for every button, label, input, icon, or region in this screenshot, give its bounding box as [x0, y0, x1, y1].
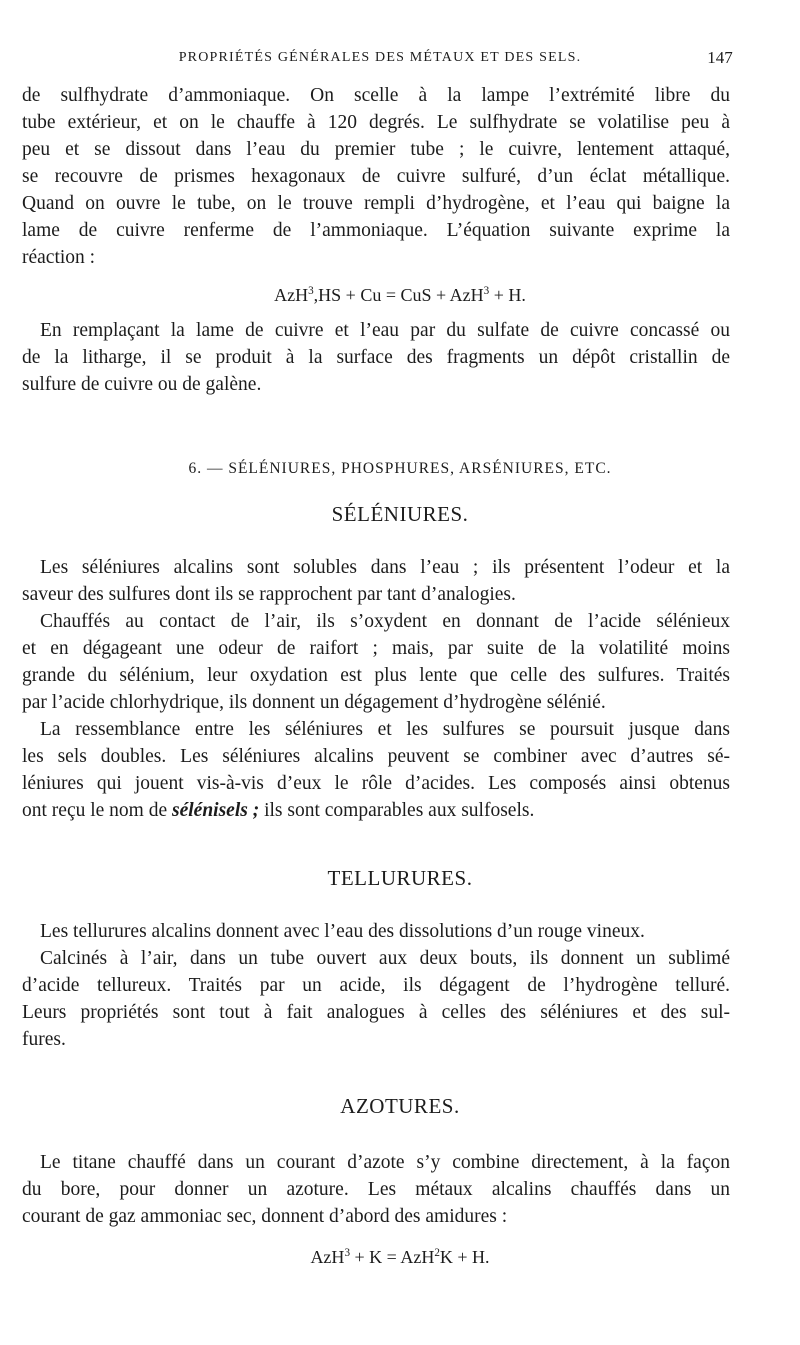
- text-line: peu et se dissout dans l’eau du premier tube ; le cuivre, lentement attaqué,: [22, 139, 730, 160]
- text-line: par l’acide chlorhydrique, ils donnent un dégagement d’hydrogène sélénié.: [22, 692, 606, 713]
- text-line: les sels doubles. Les séléniures alcalins peuvent se combiner avec d’autres sé-: [22, 746, 730, 767]
- intro-paragraph: [22, 82, 730, 271]
- text-line: sulfure de cuivre ou de galène.: [22, 374, 262, 395]
- text-line: léniures qui jouent vis-à-vis d’eux le rôle d’acides. Les composés ainsi obtenus: [22, 773, 730, 794]
- text-line: fures.: [22, 1029, 66, 1050]
- seleniures-paragraph-2: [22, 608, 730, 716]
- azotures-paragraph-1: [22, 1149, 730, 1230]
- equation-copper-sulfide: AzH$^3$,HS + Cu = CuS + AzH$^3$ + H.: [274, 285, 526, 305]
- tellurures-paragraph-2: [22, 945, 730, 1053]
- text-line: réaction :: [22, 247, 96, 268]
- text-line: Chauffés au contact de l’air, ils s’oxydent en donnant de l’acide sélénieux: [40, 611, 730, 632]
- section-heading: [0, 460, 800, 478]
- text-line: de la litharge, il se produit à la surface des fragments un dépôt cristallin de: [22, 347, 730, 368]
- heading-tellurures: TELLURURES.: [327, 866, 473, 890]
- text-line: tube extérieur, et on le chauffe à 120 degrés. Le sulfhydrate se volatilise peu à: [22, 112, 730, 133]
- page-number: 147: [707, 48, 733, 67]
- seleniures-paragraph-3: [22, 716, 730, 824]
- text-line: du bore, pour donner un azoture. Les métaux alcalins chauffés dans un: [22, 1179, 730, 1200]
- text-line: Les séléniures alcalins sont solubles dans l’eau ; ils présentent l’odeur et la: [40, 557, 730, 578]
- text-line: lame de cuivre renferme de l’ammoniaque. L’équation suivante exprime la: [22, 220, 730, 241]
- section-number: 6. —: [188, 460, 224, 477]
- paragraph-substitution: [22, 317, 730, 398]
- text-line: Calcinés à l’air, dans un tube ouvert aux deux bouts, ils donnent un sublimé: [40, 948, 730, 969]
- text-line: Les tellurures alcalins donnent avec l’eau des dissolutions d’un rouge vineux.: [40, 921, 645, 942]
- text-line: Leurs propriétés sont tout à fait analogues à celles des séléniures et des sul-: [22, 1002, 730, 1023]
- term-selenisels: sélénisels ;: [172, 800, 260, 821]
- text-line: courant de gaz ammoniac sec, donnent d’abord des amidures :: [22, 1206, 508, 1227]
- text-line: grande du sélénium, leur oxydation est plus lente que celle des sulfures. Traités: [22, 665, 730, 686]
- text-line: Le titane chauffé dans un courant d’azote s’y combine directement, à la façon: [40, 1152, 730, 1173]
- tellurures-paragraph-1: [22, 918, 730, 945]
- text-line: Quand on ouvre le tube, on le trouve rempli d’hydrogène, et l’eau qui baigne la: [22, 193, 730, 214]
- section-title: SÉLÉNIURES, PHOSPHURES, ARSÉNIURES, ETC.: [228, 460, 612, 477]
- running-head: [0, 48, 800, 72]
- text-line: d’acide tellureux. Traités par un acide, ils dégagent de l’hydrogène telluré.: [22, 975, 730, 996]
- text-line: saveur des sulfures dont ils se rapprochent par tant d’analogies.: [22, 584, 516, 605]
- equation-amide: AzH$^3$ + K = AzH$^2$K + H.: [310, 1247, 490, 1267]
- text-line: se recouvre de prismes hexagonaux de cuivre sulfuré, d’un éclat métallique.: [22, 166, 730, 187]
- text-line: de sulfhydrate d’ammoniaque. On scelle à la lampe l’extrémité libre du: [22, 85, 730, 106]
- text-line: ont reçu le nom de sélénisels ; ils sont comparables aux sulfosels.: [22, 800, 535, 821]
- text-line: La ressemblance entre les séléniures et les sulfures se poursuit jusque dans: [40, 719, 730, 740]
- seleniures-paragraph-1: [22, 554, 730, 608]
- heading-seleniures: SÉLÉNIURES.: [331, 502, 469, 526]
- running-title: PROPRIÉTÉS GÉNÉRALES DES MÉTAUX ET DES SELS.: [178, 50, 582, 65]
- heading-azotures: AZOTURES.: [340, 1094, 460, 1118]
- text-line: En remplaçant la lame de cuivre et l’eau par du sulfate de cuivre concassé ou: [40, 320, 730, 341]
- text-line: et en dégageant une odeur de raifort ; mais, par suite de la volatilité moins: [22, 638, 730, 659]
